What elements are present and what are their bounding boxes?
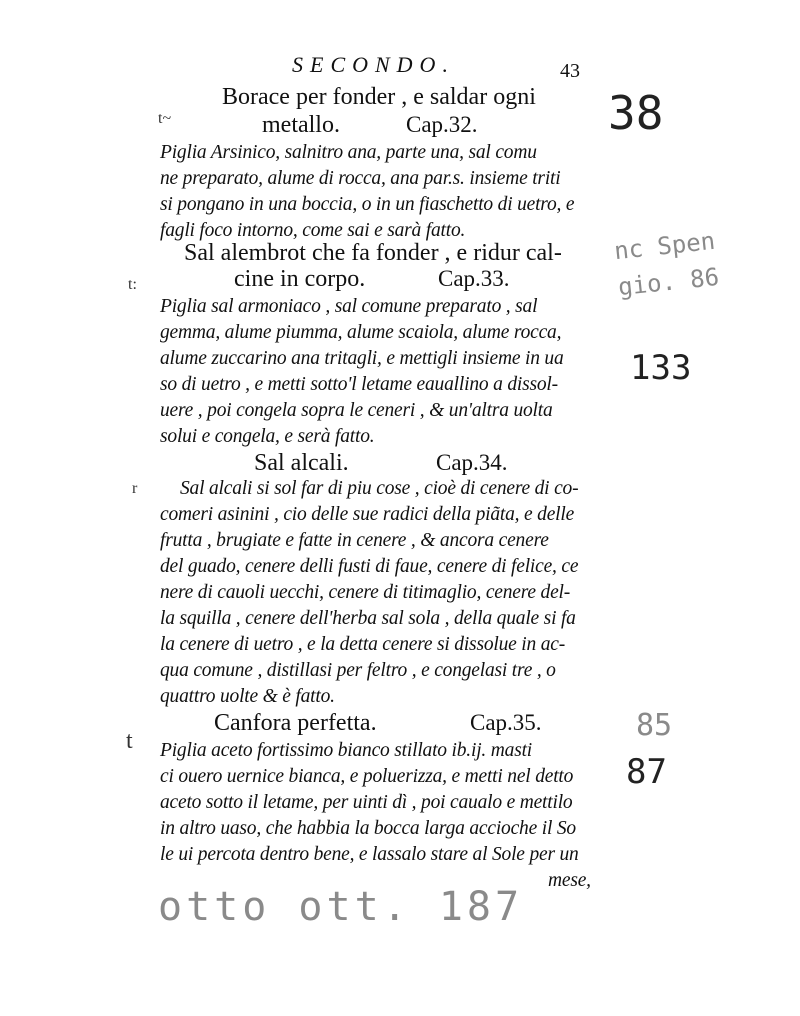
handwritten-bottom-note: otto ott. 187 — [158, 884, 524, 930]
section-title-continued: metallo. — [262, 112, 340, 138]
printed-page-number: 43 — [560, 60, 580, 82]
section-title-continued: cine in corpo. — [234, 266, 366, 292]
text-line: comeri asinini , cio delle sue radici della piãta, e delle — [160, 504, 575, 525]
text-line: Piglia Arsinico, salnitro ana, parte una, sal comu — [160, 142, 537, 163]
handwritten-note-85: 85 — [636, 708, 673, 743]
handwritten-note-87: 87 — [626, 752, 667, 792]
text-line: solui e congela, e serà fatto. — [160, 426, 375, 447]
text-line: le ui percota dentro bene, e lassalo stare al Sole per un — [160, 844, 579, 865]
text-line: del guado, cenere delli fusti di faue, cenere di felice, ce — [160, 556, 579, 577]
running-head: SECONDO. — [292, 52, 455, 77]
text-line: nere di cauoli uecchi, cenere di titimaglio, cenere del- — [160, 582, 571, 603]
text-line: Piglia sal armoniaco , sal comune preparato , sal — [160, 296, 538, 317]
text-line: frutta , brugiate e fatte in cenere , & ancora cenere — [160, 530, 549, 551]
text-line: ci ouero uernice bianca, e poluerizza, e metti nel detto — [160, 766, 574, 787]
text-line: la cenere di uetro , e la detta cenere si dissolue in ac- — [160, 634, 566, 655]
text-line: in altro uaso, che habbia la bocca larga accioche il So — [160, 818, 576, 839]
catchword-line: mese, — [548, 870, 591, 891]
section-title: Canfora perfetta. — [214, 710, 377, 736]
text-line: gemma, alume piumma, alume scaiola, alume rocca, — [160, 322, 562, 343]
section-title: Borace per fonder , e saldar ogni — [222, 84, 536, 110]
text-line: Piglia aceto fortissimo bianco stillato ib.ij. masti — [160, 740, 533, 761]
chapter-number: Cap.35. — [470, 710, 542, 735]
text-line: fagli foco intorno, come sai e sarà fatto. — [160, 220, 466, 241]
margin-mark: t — [126, 728, 133, 754]
shelf-note-line1: nc Spen — [612, 226, 717, 266]
margin-mark: t~ — [158, 110, 172, 127]
shelf-note-line2: gio. 86 — [616, 262, 721, 302]
section-title: Sal alcali. — [254, 450, 349, 476]
chapter-number: Cap.32. — [406, 112, 478, 137]
text-line: ne preparato, alume di rocca, ana par.s. insieme triti — [160, 168, 561, 189]
text-line: qua comune , distillasi per feltro , e congelasi tre , o — [160, 660, 556, 681]
chapter-number: Cap.33. — [438, 266, 510, 291]
text-line: alume zuccarino ana tritagli, e mettigli insieme in ua — [160, 348, 564, 369]
text-line: quattro uolte & è fatto. — [160, 686, 335, 707]
section-title: Sal alembrot che fa fonder , e ridur cal- — [184, 240, 562, 266]
chapter-number: Cap.34. — [436, 450, 508, 475]
handwritten-number-133: 133 — [630, 348, 692, 388]
margin-mark: t: — [128, 276, 137, 293]
text-line: so di uetro , e metti sotto'l letame eauallino a dissol- — [160, 374, 558, 395]
text-line: la squilla , cenere dell'herba sal sola , della quale si fa — [160, 608, 576, 629]
text-line: aceto sotto il letame, per uinti dì , poi caualo e mettilo — [160, 792, 573, 813]
text-line: si pongano in una boccia, o in un fiaschetto di uetro, e — [160, 194, 575, 215]
margin-mark: r — [132, 480, 138, 497]
text-line: Sal alcali si sol far di piu cose , cioè di cenere di co- — [180, 478, 579, 499]
handwritten-page-number: 38 — [608, 86, 664, 140]
text-line: uere , poi congela sopra le ceneri , & un'altra uolta — [160, 400, 553, 421]
